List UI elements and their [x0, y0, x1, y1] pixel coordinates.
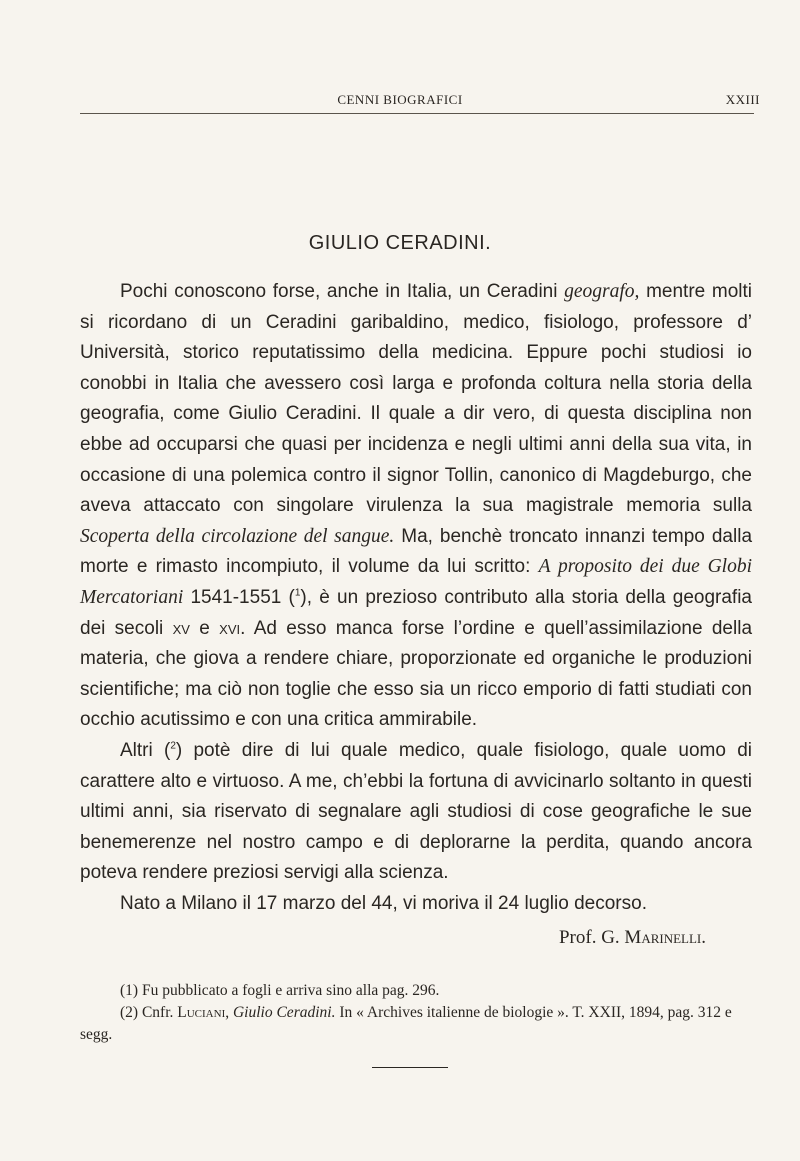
footnote-mark: (2) — [120, 1004, 139, 1021]
signature-name: Marinelli. — [624, 927, 706, 948]
footnote-text: Fu pubblicato a fogli e arriva sino alla pag. 296. — [138, 982, 440, 999]
text-run: ), è un prezioso contributo alla storia della geografia dei secoli — [80, 586, 752, 639]
text-run: Altri ( — [120, 739, 171, 761]
text-run: mentre molti si ricordano di un Ceradini garibaldino, medico, fisiologo, professore d’ Università, storico reputatissimo della medicina. Eppure pochi studiosi io conobbi in Italia che avessero così larga e profonda coltura nella storia della geografia, come Giulio Ceradini. Il quale a dir vero, di questa disciplina non ebbe ad occuparsi che quasi per incidenza e negli ultimi anni della sua vita, in occasione di una polemica contro il signor Tollin, canonico di Magdeburgo, che aveva attaccato con singolare virulenza la sua magistrale memoria sulla — [80, 281, 752, 517]
text-run: e — [189, 617, 220, 639]
century-numeral: xv — [172, 617, 190, 639]
footnote-ref-2: 2 — [170, 740, 176, 752]
signature — [559, 927, 706, 949]
footnote-author: Luciani, — [177, 1004, 230, 1021]
footnote-work-title: Giulio Ceradini. — [232, 1004, 336, 1021]
signature-prefix: Prof. G. — [558, 927, 625, 948]
article-title: GIULIO CERADINI. — [308, 232, 492, 254]
running-head-title: CENNI BIOGRAFICI — [337, 92, 463, 107]
paragraph-1 — [80, 277, 752, 736]
footnote-text: In « Archives italienne de biologie ». T. XXII, 1894, pag. 312 e segg. — [80, 1004, 732, 1043]
header-rule — [80, 113, 754, 114]
paragraph-2 — [80, 736, 752, 889]
article-body — [80, 277, 752, 919]
century-numeral: xvi — [219, 617, 241, 639]
italic-run: geografo, — [564, 281, 640, 302]
paragraph-3: Nato a Milano il 17 marzo del 44, vi moriva il 24 luglio decorso. — [120, 892, 647, 914]
footnote-2 — [80, 1002, 752, 1046]
text-run: Pochi conoscono forse, anche in Italia, un Ceradini — [120, 281, 565, 302]
text-run: Ma, benchè troncato innanzi tempo dalla morte e rimasto incompiuto, il volume da lui scritto: — [80, 525, 753, 578]
footnote-text: Cnfr. — [138, 1004, 178, 1021]
text-run: ) potè dire di lui quale medico, quale fisiologo, quale uomo di carattere alto e virtuoso. A me, ch’ebbi la fortuna di avvicinarlo soltanto in questi ultimi anni, sia riservato di segnalare agli studiosi di cose geografiche le sue benemerenze nel nostro campo e di deplorarne la perdita, quando ancora poteva rendere preziosi servigi alla scienza. — [80, 739, 752, 884]
footnote-ref-1: 1 — [294, 587, 301, 599]
footnote-mark: (1) — [120, 982, 139, 999]
text-run: . Ad esso manca forse l’ordine e quell’assimilazione della materia, che giova a rendere chiare, proporzionate ed organiche le produzioni scientifiche; ma ciò non toglie che esso sia un ricco emporio di fatti studiati con occhio acutissimo e con una critica ammirabile. — [80, 617, 753, 731]
book-title: A proposito dei due Globi Mercatoriani — [80, 556, 752, 608]
footnotes — [80, 980, 752, 1046]
italic-run: Scoperta della circolazione del sangue. — [80, 525, 395, 547]
page-number: XXIII — [725, 92, 760, 107]
footnote-1 — [80, 980, 752, 1002]
end-rule — [372, 1067, 448, 1068]
text-run: 1541-1551 ( — [183, 586, 295, 608]
